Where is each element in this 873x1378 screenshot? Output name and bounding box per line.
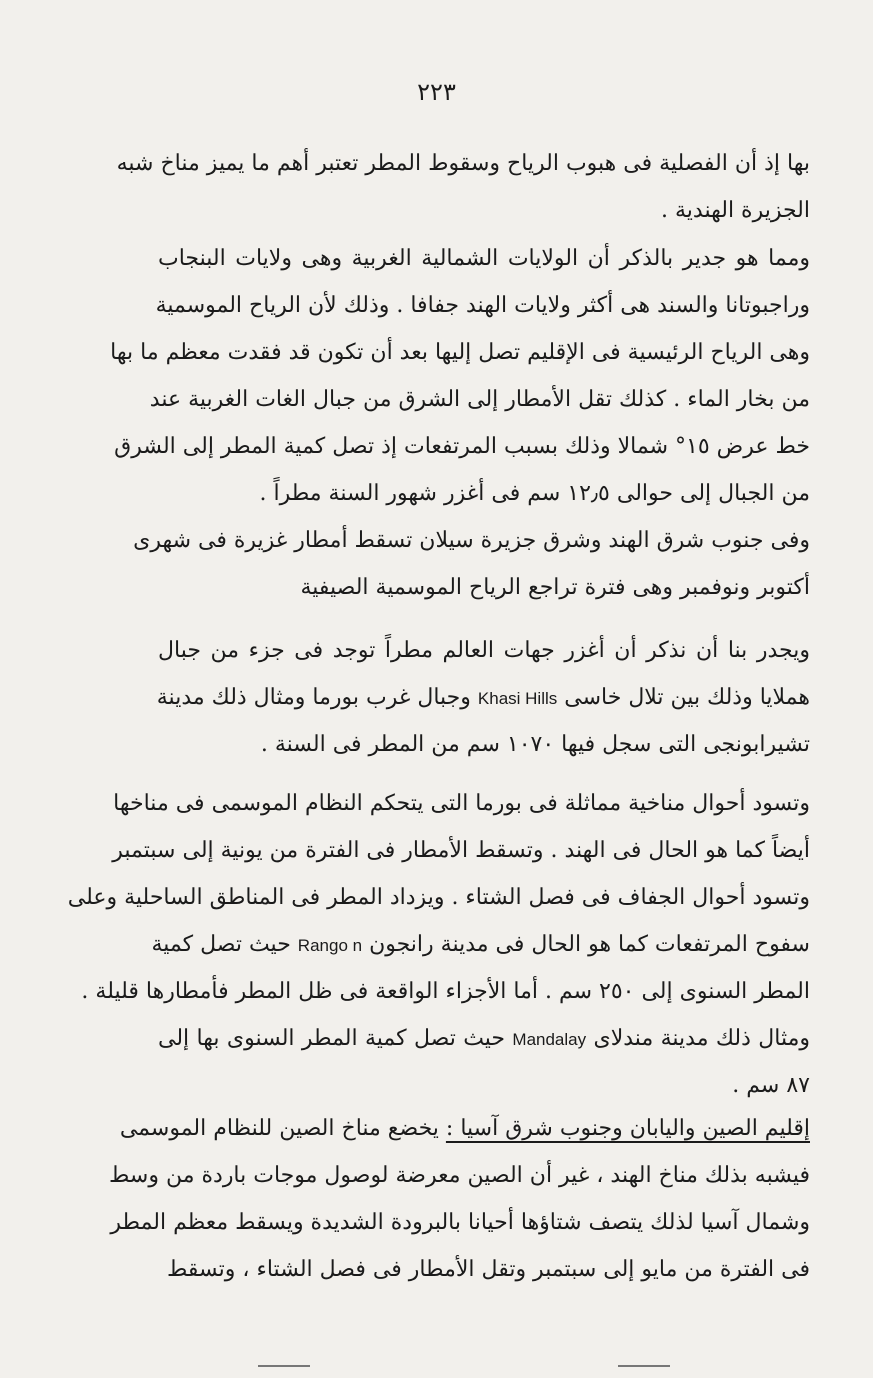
- text-line: بها إذ أن الفصلية فى هبوب الرياح وسقوط المطر تعتبر أهم ما يميز مناخ شبه: [116, 151, 810, 176]
- text-line: ومما هو جدير بالذكر أن الولايات الشمالية الغربية وهى ولايات البنجاب: [158, 246, 810, 271]
- latin-term: Mandalay: [512, 1030, 587, 1049]
- text-line: وتسود أحوال الجفاف فى فصل الشتاء . ويزداد المطر فى المناطق الساحلية وعلى: [67, 885, 810, 910]
- text-line: المطر السنوى إلى ٢٥٠ سم . أما الأجزاء الواقعة فى ظل المطر فأمطارها قليلة .: [81, 979, 810, 1004]
- text-line: إقليم الصين واليابان وجنوب شرق آسيا : يخضع مناخ الصين للنظام الموسمى: [119, 1116, 810, 1141]
- latin-term: Rango n: [297, 936, 363, 955]
- footer-rule: [618, 1365, 670, 1367]
- text-line: وراجبوتانا والسند هى أكثر ولايات الهند جفافا . وذلك لأن الرياح الموسمية: [155, 293, 810, 318]
- text-line: فى الفترة من مايو إلى سبتمبر وتقل الأمطار فى فصل الشتاء ، وتسقط: [167, 1257, 810, 1282]
- footer-rule: [258, 1365, 310, 1367]
- text-line: أيضاً كما هو الحال فى الهند . وتسقط الأمطار فى الفترة من يونية إلى سبتمبر: [112, 838, 810, 863]
- text-line: سفوح المرتفعات كما هو الحال فى مدينة رانجون Rango n حيث تصل كمية: [151, 932, 810, 957]
- text-line: ويجدر بنا أن نذكر أن أغزر جهات العالم مطراً توجد فى جزء من جبال: [158, 638, 810, 663]
- text-line: هملايا وذلك بين تلال خاسى Khasi Hills وجبال غرب بورما ومثال ذلك مدينة: [156, 685, 810, 710]
- latin-term: Khasi Hills: [477, 689, 558, 708]
- text-line: وتسود أحوال مناخية مماثلة فى بورما التى يتحكم النظام الموسمى فى مناخها: [113, 791, 810, 816]
- text-line: وفى جنوب شرق الهند وشرق جزيرة سيلان تسقط أمطار غزيرة فى شهرى: [133, 528, 810, 553]
- text-line: خط عرض ١٥° شمالا وذلك بسبب المرتفعات إذ تصل كمية المطر إلى الشرق: [114, 434, 810, 459]
- text-line: من بخار الماء . كذلك تقل الأمطار إلى الشرق من جبال الغات الغربية عند: [149, 387, 810, 412]
- text-line: وهى الرياح الرئيسية فى الإقليم تصل إليها بعد أن تكون قد فقدت معظم ما بها: [110, 340, 810, 365]
- text-line: ومثال ذلك مدينة مندلاى Mandalay حيث تصل كمية المطر السنوى بها إلى: [158, 1026, 810, 1051]
- paragraph-5: [67, 780, 810, 1109]
- text-line: ٨٧ سم .: [732, 1073, 810, 1098]
- page-number: ٢٢٣: [417, 78, 456, 106]
- text-line: تشيرابونجى التى سجل فيها ١٠٧٠ سم من المطر فى السنة .: [260, 732, 810, 757]
- text-line: من الجبال إلى حوالى ١٢٫٥ سم فى أغزر شهور السنة مطراً .: [259, 481, 810, 506]
- text-line: وشمال آسيا لذلك يتصف شتاؤها أحيانا بالبرودة الشديدة ويسقط معظم المطر: [110, 1210, 810, 1235]
- section-heading: إقليم الصين واليابان وجنوب شرق آسيا :: [445, 1116, 810, 1141]
- paragraph-1: [116, 140, 810, 234]
- text-line: فيشبه بذلك مناخ الهند ، غير أن الصين معرضة لوصول موجات باردة من وسط: [109, 1163, 810, 1188]
- paragraph-6: [109, 1105, 810, 1293]
- text-line: الجزيرة الهندية .: [661, 198, 810, 223]
- text-line: أكتوبر ونوفمبر وهى فترة تراجع الرياح الموسمية الصيفية: [300, 575, 810, 600]
- paragraph-2: [110, 235, 810, 517]
- paragraph-3: [133, 517, 810, 611]
- paragraph-4: [158, 627, 810, 768]
